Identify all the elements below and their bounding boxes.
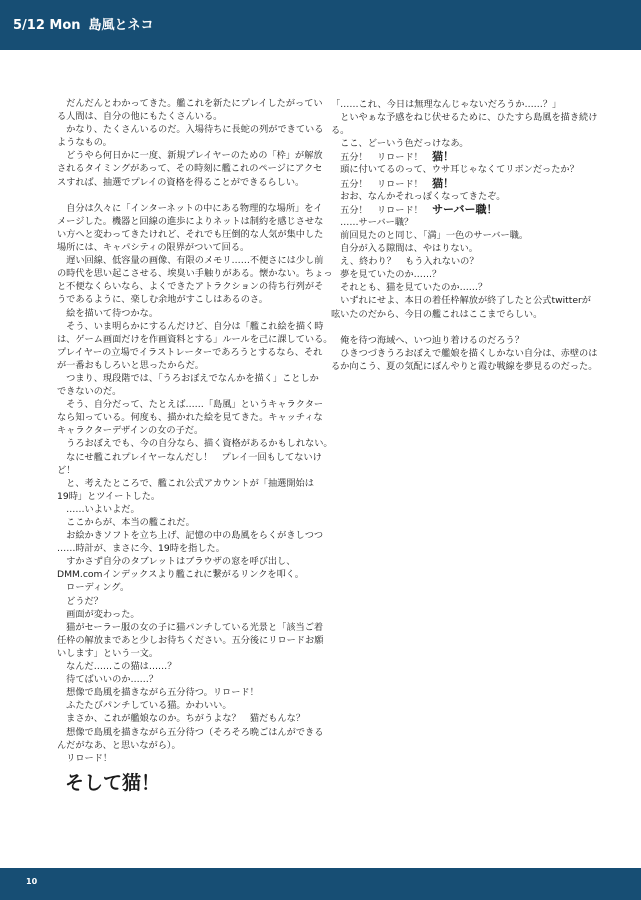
text-line: 待てばいいのか……？	[57, 674, 159, 686]
text-line: 夢を見ていたのか……？	[331, 269, 442, 281]
text-line: なんだ……この猫は……？	[57, 661, 177, 673]
text-line: え、終わり？ もう入れないの？	[331, 256, 479, 268]
header-date: 5/12 Mon	[13, 18, 81, 33]
text-line: 猫がセーラー服の女の子に猫パンチしている光景と「該当ご着	[57, 621, 324, 633]
text-line: それとも、猫を見ていたのか……？	[331, 282, 488, 294]
left-column	[57, 97, 333, 795]
text-line: の時代を思い起こさせる、埃臭い手触りがある。懐かない。ちょっ	[57, 268, 333, 280]
page-number: 10	[26, 877, 38, 886]
text-line: ローディング。	[57, 582, 130, 594]
text-line: 五分！ リロード！ 猫！	[331, 176, 455, 190]
text-line: が一番おもしろいと思ったからだ。	[57, 359, 204, 371]
text-line: いずれにせよ、本日の着任枠解放が終了したと公式twitterが	[331, 295, 591, 307]
text-line: メージした。機器と回線の進歩によりネットは制約を感じさせな	[57, 215, 324, 227]
text-line: 頭に付いてるのって、ウサ耳じゃなくてリボンだったか？	[331, 164, 579, 176]
text-line: といやぁな予感をねじ伏せるために、ひたすら島風を描き続け	[331, 112, 598, 124]
text-line: そう、いま明らかにするんだけど、自分は「艦これ絵を描く時	[57, 320, 324, 332]
text-line: は、ゲーム画面だけを作画資料とする」ルールを己に課している。	[57, 333, 333, 345]
text-line: 遅い回線、低容量の画像、有限のメモリ……不便さには少し前	[57, 255, 324, 267]
text-line: ひきつづきうろおぼえで艦娘を描くしかない自分は、赤壁のは	[331, 347, 598, 359]
text-line: ……時計が、まさに今、19時を指した。	[57, 543, 225, 555]
text-line: 俺を待つ海域へ、いつ辿り着けるのだろう？	[331, 334, 524, 346]
text-line: どうだ？	[57, 595, 103, 607]
text-line: つまり、現段階では、「うろおぼえでなんかを描く」ことしか	[57, 372, 319, 384]
text-line: ようなもの。	[57, 137, 112, 149]
text-line: スすれば、抽選でプレイの資格を得ることができるらしい。	[57, 176, 305, 188]
page-header	[13, 18, 154, 34]
text-line: 想像で島風を描きながら五分待つ（そろそろ晩ごはんができる	[57, 726, 324, 738]
text-line: うろおぼえでも、今の自分なら、描く資格があるかもしれない。	[57, 438, 333, 450]
text-line: んだがなあ、と思いながら）。	[57, 739, 181, 751]
header-title: 島風とネコ	[88, 18, 154, 33]
text-line: と、考えたところで、艦これ公式アカウントが「抽選開始は	[57, 477, 314, 489]
text-line: ここからが、本当の艦これだ。	[57, 517, 195, 528]
text-line: なにせ艦これプレイヤーなんだし！ プレイ一回もしてないけ	[57, 451, 322, 463]
right-column	[331, 98, 598, 373]
text-line: ……いよいよだ。	[57, 503, 140, 515]
text-line: だんだんとわかってきた。艦これを新たにプレイしたがってい	[57, 98, 323, 109]
text-line: 自分は久々に「インターネットの中にある物理的な場所」をイ	[57, 202, 323, 214]
emphasis-heading: そして猫！	[65, 771, 161, 794]
text-line: 絵を描いて待つかな。	[57, 307, 159, 319]
text-line: なら知っている。何度も、描かれた絵を見てきた。キャッチィな	[57, 412, 323, 424]
text-line: ど！	[57, 464, 76, 476]
text-line: る人間は、自分の他にもたくさんいる。	[57, 111, 223, 123]
text-line: 呟いたのだから、今日の艦これはここまでらしい。	[331, 308, 543, 320]
text-line: 場所には、キャパシティの限界がついて回る。	[57, 242, 250, 254]
text-line: ……サーバー職？	[331, 216, 414, 228]
text-line: 19時」とツイートした。	[57, 490, 161, 502]
text-line: どうやら何日かに一度、新規プレイヤーのための「枠」が解放	[57, 150, 323, 162]
text-line: かなり、たくさんいるのだ。入場待ちに長蛇の列ができている	[57, 124, 324, 136]
text-line: プレイヤーの立場でイラストレーターであろうとするなら、それ	[57, 346, 323, 358]
text-line: お絵かきソフトを立ち上げ、記憶の中の島風をらくがきしつつ	[57, 530, 324, 542]
text-line: 画面が変わった。	[57, 608, 140, 620]
text-line: る。	[331, 125, 350, 137]
text-line: 自分が入る隙間は、やはりない。	[331, 243, 478, 255]
text-line: できないのだ。	[57, 386, 122, 398]
text-line: ここ、どーいう色だっけなあ。	[331, 138, 469, 150]
text-line: いします」という一文。	[57, 647, 159, 659]
text-line: と不便なくらいなら、よくできたアトラクションの待ち行列がそ	[57, 281, 324, 293]
text-line: 想像で島風を描きながら五分待つ。リロード！	[57, 687, 259, 699]
text-line: 任枠の解放まであと少しお待ちください。五分後にリロードお願	[57, 634, 324, 646]
text-line: うであるように、楽しむ余地がすこしはあるのさ。	[57, 294, 268, 306]
text-line: まさか、これが艦娘なのか。ちがうよな？ 猫だもんな？	[57, 713, 306, 725]
text-line: 「……これ、今日は無理なんじゃないだろうか……？」	[331, 99, 562, 110]
text-line: ふたたびパンチしている猫。かわいい。	[57, 700, 232, 712]
header-bar	[0, 0, 641, 50]
text-line: 前回見たのと同じ、「満」一色のサーバー職。	[331, 229, 529, 241]
text-line: リロード！	[57, 752, 113, 764]
text-line: すかさず自分のタブレットはブラウザの窓を呼び出し、	[57, 556, 296, 568]
text-line: おお、なんかそれっぽくなってきたぞ。	[331, 190, 506, 202]
text-line: 五分！ リロード！ サーバー職！	[331, 202, 498, 216]
text-line: そう、自分だって、たとえば……「島風」というキャラクター	[57, 399, 324, 411]
text-line: されるタイミングがあって、その時刻に艦これのページにアクセ	[57, 163, 323, 175]
text-line: い方へと変わってきたけれど、それでも圧倒的な人気が集中した	[57, 228, 324, 240]
footer-bar	[0, 868, 641, 900]
text-line: キャラクターデザインの女の子だ。	[57, 425, 204, 437]
text-line: 五分！ リロード！ 猫！	[331, 150, 455, 164]
text-line: DMM.comインデックスより艦これに繋がるリンクを叩く。	[57, 569, 304, 581]
text-line: るか向こう、夏の気配にぼんやりと霞む戦線を夢見るのだった。	[331, 360, 598, 372]
